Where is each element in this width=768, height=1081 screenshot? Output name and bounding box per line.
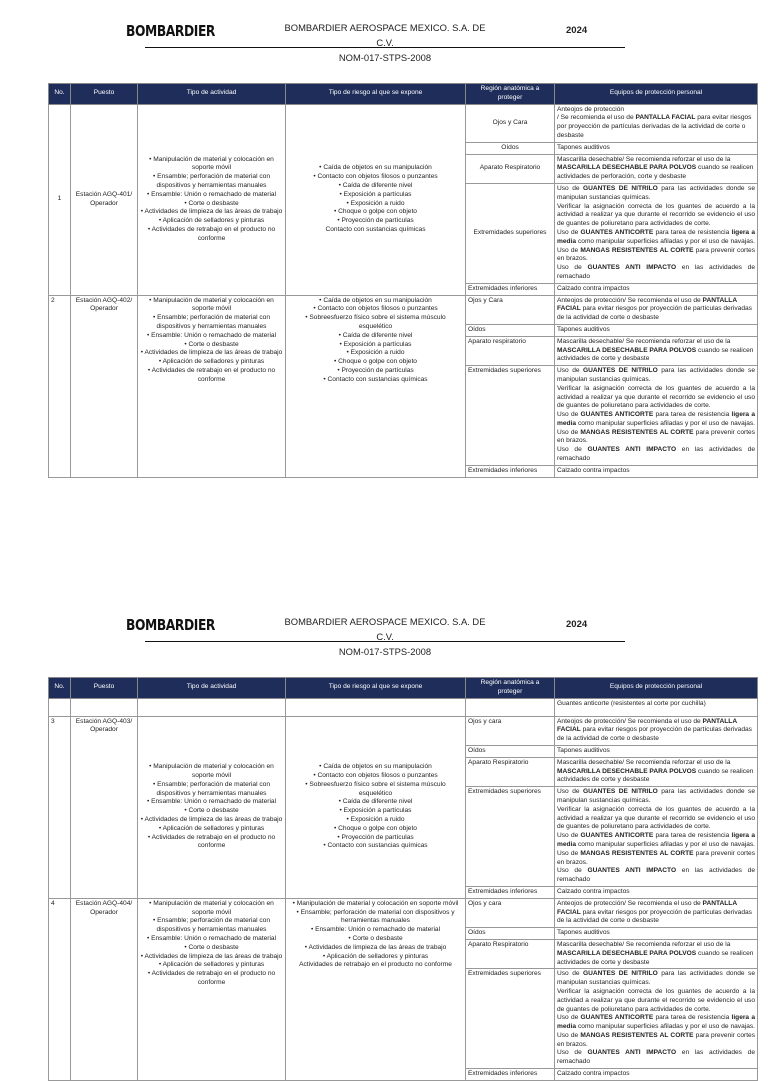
ppe-sup: Uso de GUANTES DE NITRILO para las actividades donde se manipulan sustancias químicas. Verificar la asignación correcta de los guantes de acuerdo a la actividad a realizar ya que durante el recorrido se evidencio el uso de guantes de poliuretano para actividades de corte. Uso de GUANTES ANTICORTE para tarea de resistencia ligera a media como manipular superficies afiladas y por el uso de navajas. Uso de MANGAS RESISTENTES AL CORTE para prevenir cortes en brazos. Uso de GUANTES ANTI IMPACTO en las actividades de remachado — [555, 366, 758, 466]
ppe-inf: Calzado contra impactos — [555, 283, 758, 295]
company-name: BOMBARDIER AEROSPACE MEXICO. S.A. DE C.V. NOM-017-STPS-2008 — [280, 20, 490, 65]
region-oidos: Oídos — [466, 324, 555, 336]
norm-code: NOM-017-STPS-2008 — [338, 646, 432, 657]
ppe-inf: Calzado contra impactos — [555, 1069, 758, 1081]
bombardier-logo: BOMBARDIER — [126, 22, 216, 40]
region-sup: Extremidades superiores — [466, 183, 555, 283]
ppe-ojos: Anteojos de protección / Se recomienda el uso de PANTALLA FACIAL para evitar riesgos por proyección de partículas derivadas de la actividad de corte o desbaste — [555, 104, 758, 142]
row-risks: • Caída de objetos en su manipulación • Contacto con objetos filosos o punzantes • Sobreesfuerzo físico sobre el sistema músculo esquelético • Caída de diferente nivel • Exposición a partículas • Exposición a ruido • Choque o golpe con objeto • Proyección de partículas • Contacto con sustancias químicas — [286, 295, 466, 477]
row-risks: • Caída de objetos en su manipulación • Contacto con objetos filosos o punzantes • Caída de diferente nivel • Exposición a partículas • Exposición a ruido • Choque o golpe con objeto • Proyección de partículas Contacto con sustancias químicas — [286, 104, 466, 295]
ppe-resp: Mascarilla desechable/ Se recomienda reforzar el uso de la MASCARILLA DESECHABLE PARA POLVOS cuando se realicen actividades de corte y desbaste — [555, 336, 758, 365]
region-inf: Extremidades inferiores — [466, 283, 555, 295]
table-row — [49, 716, 758, 745]
region-sup: Extremidades superiores — [466, 787, 555, 887]
col-no: No. — [49, 678, 71, 699]
row-number: 2 — [49, 295, 71, 477]
col-region: Región anatómica a proteger — [466, 84, 555, 105]
row-puesto: Estación AGQ-404/ Operador — [71, 898, 138, 1080]
ppe-table — [48, 677, 758, 1081]
ppe-ojos: Anteojos de protección/ Se recomienda el uso de PANTALLA FACIAL para evitar riesgos por proyección de partículas derivadas de la actividad de corte o desbaste — [555, 716, 758, 745]
row-risks: • Caída de objetos en su manipulación • Contacto con objetos filosos o punzantes • Sobreesfuerzo físico sobre el sistema músculo esquelético • Caída de diferente nivel • Exposición a partículas • Exposición a ruido • Choque o golpe con objeto • Proyección de partículas • Contacto con sustancias químicas — [286, 716, 466, 898]
row-activities: • Manipulación de material y colocación en soporte móvil • Ensamble; perforación de material con dispositivos y herramientas manuales • Ensamble: Unión o remachado de material • Corte o desbaste • Actividades de limpieza de las áreas de trabajo • Aplicación de selladores y pinturas • Actividades de retrabajo en el producto no conforme — [138, 104, 286, 295]
ppe-guantes-cuchilla: Guantes anticorte (resistentes al corte por cuchilla) — [555, 698, 758, 716]
ppe-inf: Calzado contra impactos — [555, 465, 758, 477]
ppe-sup: Uso de GUANTES DE NITRILO para las actividades donde se manipulan sustancias químicas. Verificar la asignación correcta de los guantes de acuerdo a la actividad a realizar ya que durante el recorrido se evidencio el uso de guantes de poliuretano para actividades de corte. Uso de GUANTES ANTICORTE para tarea de resistencia ligera a media como manipular superficies afiladas y por el uso de navajas. Uso de MANGAS RESISTENTES AL CORTE para prevenir cortes en brazos. Uso de GUANTES ANTI IMPACTO en las actividades de remachado — [555, 969, 758, 1069]
ppe-ojos: Anteojos de protección/ Se recomienda el uso de PANTALLA FACIAL para evitar riesgos por proyección de partículas derivadas de la actividad de corte o desbaste — [555, 898, 758, 927]
region-ojos: Ojos y Cara — [466, 295, 555, 324]
region-ojos: Ojos y cara — [466, 716, 555, 745]
header-rule — [145, 641, 625, 642]
col-actividad: Tipo de actividad — [138, 84, 286, 105]
ppe-oidos: Tapones auditivos — [555, 928, 758, 940]
col-puesto: Puesto — [71, 678, 138, 699]
table-row — [49, 104, 758, 142]
row-puesto: Estación AGQ-401/ Operador — [71, 104, 138, 295]
row-activities: • Manipulación de material y colocación en soporte móvil • Ensamble; perforación de material con dispositivos y herramientas manuales • Ensamble: Unión o remachado de material • Corte o desbaste • Actividades de limpieza de las áreas de trabajo • Aplicación de selladores y pinturas • Actividades de retrabajo en el producto no conforme — [138, 295, 286, 477]
page-header — [0, 614, 768, 674]
col-puesto: Puesto — [71, 84, 138, 105]
ppe-sup: Uso de GUANTES DE NITRILO para las actividades donde se manipulan sustancias químicas. Verificar la asignación correcta de los guantes de acuerdo a la actividad a realizar ya que durante el recorrido se evidencio el uso de guantes de poliuretano para actividades de corte. Uso de GUANTES ANTICORTE para tarea de resistencia ligera a media como manipular superficies afiladas y por el uso de navajas. Uso de MANGAS RESISTENTES AL CORTE para prevenir cortes en brazos. Uso de GUANTES ANTI IMPACTO en las actividades de remachado — [555, 787, 758, 887]
page-header — [0, 20, 768, 80]
row-number: 4 — [49, 898, 71, 1080]
region-ojos: Ojos y cara — [466, 898, 555, 927]
ppe-resp: Mascarilla desechable/ Se recomienda reforzar el uso de la MASCARILLA DESECHABLE PARA POLVOS cuando se realicen actividades de corte y desbaste — [555, 939, 758, 968]
region-oidos: Oídos — [466, 928, 555, 940]
ppe-table — [48, 83, 758, 478]
region-resp: Aparato Respiratorio — [466, 757, 555, 786]
ppe-oidos: Tapones auditivos — [555, 142, 758, 154]
region-sup: Extremidades superiores — [466, 969, 555, 1069]
row-number: 1 — [49, 104, 71, 295]
row-puesto: Estación AGQ-403/ Operador — [71, 716, 138, 898]
norm-code: NOM-017-STPS-2008 — [338, 52, 432, 63]
bombardier-logo: BOMBARDIER — [126, 616, 216, 634]
ppe-resp: Mascarilla desechable/ Se recomienda reforzar el uso de la MASCARILLA DESECHABLE PARA POLVOS cuando se realicen actividades de corte y desbaste — [555, 757, 758, 786]
region-oidos: Oídos — [466, 745, 555, 757]
ppe-sup: Uso de GUANTES DE NITRILO para las actividades donde se manipulan sustancias químicas. Verificar la asignación correcta de los guantes de acuerdo a la actividad a realizar ya que durante el recorrido se evidencio el uso de guantes de poliuretano para actividades de corte. Uso de GUANTES ANTICORTE para tarea de resistencia ligera a media como manipular superficies afiladas y por el uso de navajas. Uso de MANGAS RESISTENTES AL CORTE para prevenir cortes en brazos. Uso de GUANTES ANTI IMPACTO en las actividades de remachado — [555, 183, 758, 283]
header-rule — [145, 47, 625, 48]
ppe-ojos: Anteojos de protección/ Se recomienda el uso de PANTALLA FACIAL para evitar riesgos por proyección de partículas derivadas de la actividad de corte o desbaste — [555, 295, 758, 324]
region-resp: Aparato Respiratorio — [466, 154, 555, 183]
col-riesgo: Tipo de riesgo al que se expone — [286, 84, 466, 105]
region-ojos: Ojos y Cara — [466, 104, 555, 142]
col-riesgo: Tipo de riesgo al que se expone — [286, 678, 466, 699]
region-inf: Extremidades inferiores — [466, 1069, 555, 1081]
region-inf: Extremidades inferiores — [466, 465, 555, 477]
table-header-row — [49, 84, 758, 105]
table-header-row — [49, 678, 758, 699]
col-no: No. — [49, 84, 71, 105]
row-puesto: Estación AGQ-402/ Operador — [71, 295, 138, 477]
year-label: 2024 — [566, 25, 588, 36]
region-resp: Aparato respiratorio — [466, 336, 555, 365]
row-risks: • Manipulación de material y colocación en soporte móvil • Ensamble; perforación de material con dispositivos y herramientas manuales • Ensamble: Unión o remachado de material • Corte o desbaste • Actividades de limpieza de las áreas de trabajo • Aplicación de selladores y pinturas Actividades de retrabajo en el producto no conforme — [286, 898, 466, 1080]
row-activities: • Manipulación de material y colocación en soporte móvil • Ensamble; perforación de material con dispositivos y herramientas manuales • Ensamble: Unión o remachado de material • Corte o desbaste • Actividades de limpieza de las áreas de trabajo • Aplicación de selladores y pinturas • Actividades de retrabajo en el producto no conforme — [138, 716, 286, 898]
table-row — [49, 295, 758, 324]
row-number: 3 — [49, 716, 71, 898]
table-row — [49, 698, 758, 716]
col-epp: Equipos de protección personal — [555, 84, 758, 105]
company-name: BOMBARDIER AEROSPACE MEXICO. S.A. DE C.V. NOM-017-STPS-2008 — [280, 614, 490, 659]
region-oidos: Oídos — [466, 142, 555, 154]
col-epp: Equipos de protección personal — [555, 678, 758, 699]
region-inf: Extremidades inferiores — [466, 886, 555, 898]
row-activities: • Manipulación de material y colocación en soporte móvil • Ensamble; perforación de material con dispositivos y herramientas manuales • Ensamble: Unión o remachado de material • Corte o desbaste • Actividades de limpieza de las áreas de trabajo • Aplicación de selladores y pinturas • Actividades de retrabajo en el producto no conforme — [138, 898, 286, 1080]
ppe-resp: Mascarilla desechable/ Se recomienda reforzar el uso de la MASCARILLA DESECHABLE PARA POLVOS cuando se realicen actividades de perforación, corte y desbaste — [555, 154, 758, 183]
table-row — [49, 898, 758, 927]
col-region: Región anatómica a proteger — [466, 678, 555, 699]
ppe-inf: Calzado contra impactos — [555, 886, 758, 898]
col-actividad: Tipo de actividad — [138, 678, 286, 699]
region-resp: Aparato Respiratorio — [466, 939, 555, 968]
ppe-oidos: Tapones auditivos — [555, 324, 758, 336]
ppe-oidos: Tapones auditivos — [555, 745, 758, 757]
year-label: 2024 — [566, 619, 588, 630]
region-sup: Extremidades superiores — [466, 366, 555, 466]
